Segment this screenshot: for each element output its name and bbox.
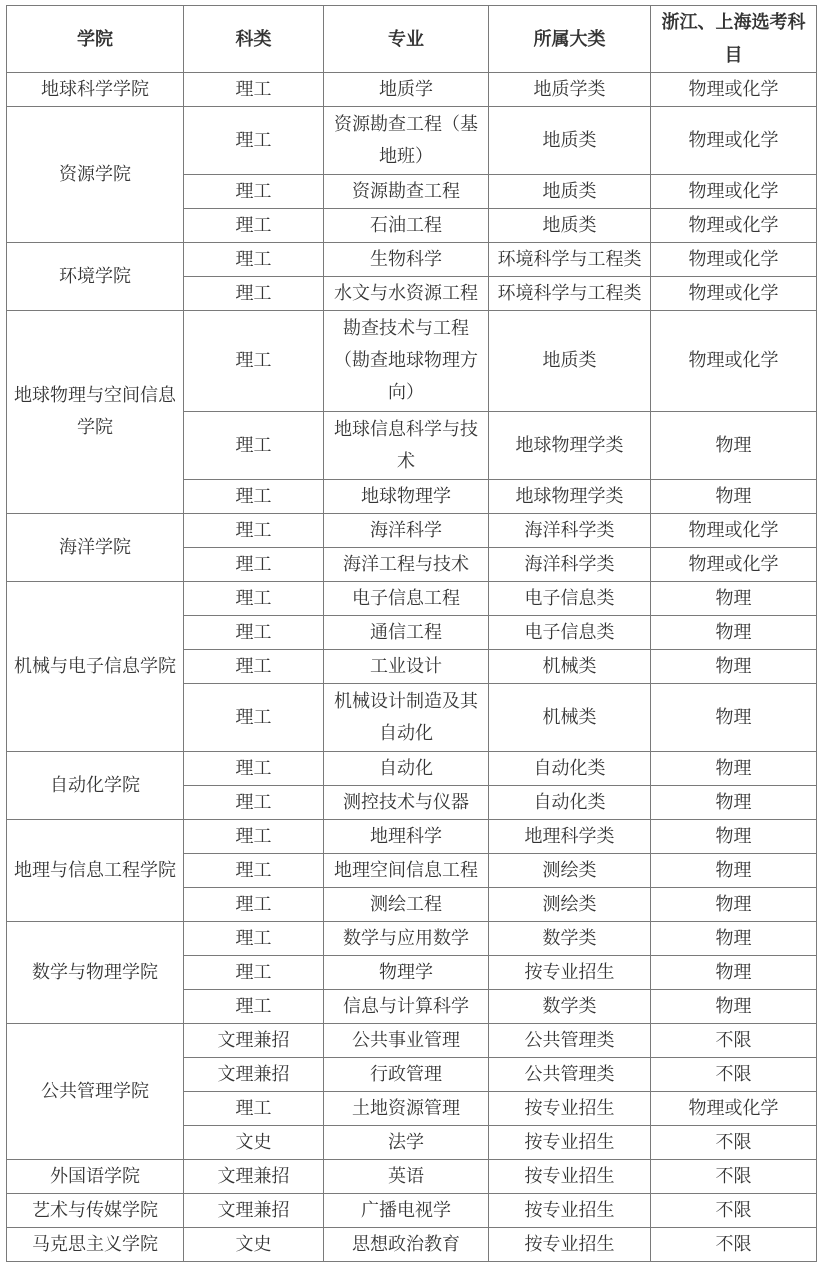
table-row bbox=[7, 1228, 817, 1262]
type-cell: 文理兼招 bbox=[184, 1024, 324, 1058]
type-cell: 文史 bbox=[184, 1228, 324, 1262]
subjects-cell: 物理 bbox=[651, 650, 817, 684]
category-cell: 电子信息类 bbox=[489, 582, 651, 616]
college-cell: 外国语学院 bbox=[7, 1160, 184, 1194]
category-cell: 按专业招生 bbox=[489, 1160, 651, 1194]
type-cell: 理工 bbox=[184, 888, 324, 922]
type-cell: 理工 bbox=[184, 616, 324, 650]
subjects-cell: 不限 bbox=[651, 1194, 817, 1228]
subjects-cell: 物理 bbox=[651, 888, 817, 922]
type-cell: 理工 bbox=[184, 786, 324, 820]
college-cell: 地球科学学院 bbox=[7, 73, 184, 107]
major-cell: 法学 bbox=[324, 1126, 489, 1160]
major-cell: 工业设计 bbox=[324, 650, 489, 684]
table-row bbox=[7, 107, 817, 175]
admissions-table bbox=[6, 5, 817, 1262]
major-cell: 自动化 bbox=[324, 752, 489, 786]
category-cell: 按专业招生 bbox=[489, 1228, 651, 1262]
major-cell: 广播电视学 bbox=[324, 1194, 489, 1228]
subjects-cell: 物理 bbox=[651, 752, 817, 786]
category-cell: 海洋科学类 bbox=[489, 548, 651, 582]
college-cell: 自动化学院 bbox=[7, 752, 184, 820]
subjects-cell: 物理 bbox=[651, 412, 817, 480]
type-cell: 理工 bbox=[184, 277, 324, 311]
category-cell: 测绘类 bbox=[489, 888, 651, 922]
subjects-cell: 物理或化学 bbox=[651, 73, 817, 107]
subjects-cell: 物理或化学 bbox=[651, 209, 817, 243]
major-cell: 地理科学 bbox=[324, 820, 489, 854]
college-cell: 公共管理学院 bbox=[7, 1024, 184, 1160]
type-cell: 理工 bbox=[184, 548, 324, 582]
college-cell: 机械与电子信息学院 bbox=[7, 582, 184, 752]
table-row bbox=[7, 311, 817, 412]
subjects-cell: 物理或化学 bbox=[651, 175, 817, 209]
subjects-cell: 物理或化学 bbox=[651, 107, 817, 175]
category-cell: 地球物理学类 bbox=[489, 412, 651, 480]
subjects-cell: 物理 bbox=[651, 684, 817, 752]
subjects-cell: 不限 bbox=[651, 1160, 817, 1194]
category-cell: 自动化类 bbox=[489, 752, 651, 786]
subjects-cell: 物理 bbox=[651, 480, 817, 514]
subjects-cell: 物理 bbox=[651, 854, 817, 888]
type-cell: 理工 bbox=[184, 854, 324, 888]
table-row bbox=[7, 243, 817, 277]
type-cell: 文史 bbox=[184, 1126, 324, 1160]
category-cell: 按专业招生 bbox=[489, 1194, 651, 1228]
subjects-cell: 物理或化学 bbox=[651, 277, 817, 311]
type-cell: 理工 bbox=[184, 820, 324, 854]
subjects-cell: 物理或化学 bbox=[651, 548, 817, 582]
type-cell: 理工 bbox=[184, 311, 324, 412]
header-category: 所属大类 bbox=[489, 6, 651, 73]
subjects-cell: 物理或化学 bbox=[651, 514, 817, 548]
subjects-cell: 物理或化学 bbox=[651, 243, 817, 277]
major-cell: 信息与计算科学 bbox=[324, 990, 489, 1024]
type-cell: 理工 bbox=[184, 480, 324, 514]
category-cell: 海洋科学类 bbox=[489, 514, 651, 548]
major-cell: 土地资源管理 bbox=[324, 1092, 489, 1126]
type-cell: 理工 bbox=[184, 243, 324, 277]
header-college: 学院 bbox=[7, 6, 184, 73]
category-cell: 按专业招生 bbox=[489, 1126, 651, 1160]
type-cell: 理工 bbox=[184, 582, 324, 616]
major-cell: 海洋科学 bbox=[324, 514, 489, 548]
major-cell: 资源勘查工程 bbox=[324, 175, 489, 209]
major-cell: 勘查技术与工程（勘查地球物理方向） bbox=[324, 311, 489, 412]
college-cell: 数学与物理学院 bbox=[7, 922, 184, 1024]
college-cell: 资源学院 bbox=[7, 107, 184, 243]
subjects-cell: 物理 bbox=[651, 582, 817, 616]
major-cell: 测控技术与仪器 bbox=[324, 786, 489, 820]
type-cell: 理工 bbox=[184, 514, 324, 548]
category-cell: 数学类 bbox=[489, 990, 651, 1024]
major-cell: 资源勘查工程（基地班） bbox=[324, 107, 489, 175]
table-row bbox=[7, 1024, 817, 1058]
type-cell: 理工 bbox=[184, 73, 324, 107]
college-cell: 地球物理与空间信息学院 bbox=[7, 311, 184, 514]
table-row bbox=[7, 1194, 817, 1228]
major-cell: 水文与水资源工程 bbox=[324, 277, 489, 311]
type-cell: 理工 bbox=[184, 990, 324, 1024]
category-cell: 按专业招生 bbox=[489, 1092, 651, 1126]
table-row bbox=[7, 752, 817, 786]
college-cell: 海洋学院 bbox=[7, 514, 184, 582]
major-cell: 数学与应用数学 bbox=[324, 922, 489, 956]
header-type: 科类 bbox=[184, 6, 324, 73]
category-cell: 机械类 bbox=[489, 650, 651, 684]
category-cell: 环境科学与工程类 bbox=[489, 243, 651, 277]
table-header-row bbox=[7, 6, 817, 73]
category-cell: 地质类 bbox=[489, 311, 651, 412]
category-cell: 公共管理类 bbox=[489, 1024, 651, 1058]
type-cell: 理工 bbox=[184, 956, 324, 990]
major-cell: 地质学 bbox=[324, 73, 489, 107]
type-cell: 理工 bbox=[184, 684, 324, 752]
type-cell: 理工 bbox=[184, 752, 324, 786]
type-cell: 理工 bbox=[184, 107, 324, 175]
category-cell: 地质学类 bbox=[489, 73, 651, 107]
category-cell: 环境科学与工程类 bbox=[489, 277, 651, 311]
category-cell: 数学类 bbox=[489, 922, 651, 956]
major-cell: 物理学 bbox=[324, 956, 489, 990]
major-cell: 地理空间信息工程 bbox=[324, 854, 489, 888]
category-cell: 公共管理类 bbox=[489, 1058, 651, 1092]
major-cell: 电子信息工程 bbox=[324, 582, 489, 616]
major-cell: 机械设计制造及其自动化 bbox=[324, 684, 489, 752]
category-cell: 地理科学类 bbox=[489, 820, 651, 854]
category-cell: 自动化类 bbox=[489, 786, 651, 820]
table-row bbox=[7, 1160, 817, 1194]
subjects-cell: 物理 bbox=[651, 956, 817, 990]
major-cell: 测绘工程 bbox=[324, 888, 489, 922]
subjects-cell: 不限 bbox=[651, 1024, 817, 1058]
table-row bbox=[7, 922, 817, 956]
table-row bbox=[7, 514, 817, 548]
major-cell: 地球物理学 bbox=[324, 480, 489, 514]
category-cell: 地质类 bbox=[489, 175, 651, 209]
type-cell: 理工 bbox=[184, 650, 324, 684]
type-cell: 理工 bbox=[184, 1092, 324, 1126]
type-cell: 理工 bbox=[184, 175, 324, 209]
category-cell: 地质类 bbox=[489, 209, 651, 243]
table-row bbox=[7, 73, 817, 107]
type-cell: 文理兼招 bbox=[184, 1194, 324, 1228]
subjects-cell: 物理或化学 bbox=[651, 311, 817, 412]
major-cell: 生物科学 bbox=[324, 243, 489, 277]
subjects-cell: 物理 bbox=[651, 616, 817, 650]
type-cell: 理工 bbox=[184, 209, 324, 243]
table-row bbox=[7, 582, 817, 616]
category-cell: 地球物理学类 bbox=[489, 480, 651, 514]
major-cell: 思想政治教育 bbox=[324, 1228, 489, 1262]
subjects-cell: 不限 bbox=[651, 1228, 817, 1262]
category-cell: 测绘类 bbox=[489, 854, 651, 888]
header-subjects: 浙江、上海选考科目 bbox=[651, 6, 817, 73]
major-cell: 海洋工程与技术 bbox=[324, 548, 489, 582]
category-cell: 电子信息类 bbox=[489, 616, 651, 650]
type-cell: 文理兼招 bbox=[184, 1160, 324, 1194]
type-cell: 理工 bbox=[184, 412, 324, 480]
header-major: 专业 bbox=[324, 6, 489, 73]
table-row bbox=[7, 820, 817, 854]
category-cell: 机械类 bbox=[489, 684, 651, 752]
subjects-cell: 物理 bbox=[651, 786, 817, 820]
subjects-cell: 物理 bbox=[651, 990, 817, 1024]
subjects-cell: 不限 bbox=[651, 1058, 817, 1092]
subjects-cell: 物理 bbox=[651, 922, 817, 956]
college-cell: 艺术与传媒学院 bbox=[7, 1194, 184, 1228]
major-cell: 行政管理 bbox=[324, 1058, 489, 1092]
subjects-cell: 不限 bbox=[651, 1126, 817, 1160]
type-cell: 文理兼招 bbox=[184, 1058, 324, 1092]
category-cell: 按专业招生 bbox=[489, 956, 651, 990]
major-cell: 公共事业管理 bbox=[324, 1024, 489, 1058]
college-cell: 环境学院 bbox=[7, 243, 184, 311]
category-cell: 地质类 bbox=[489, 107, 651, 175]
college-cell: 地理与信息工程学院 bbox=[7, 820, 184, 922]
major-cell: 地球信息科学与技术 bbox=[324, 412, 489, 480]
type-cell: 理工 bbox=[184, 922, 324, 956]
subjects-cell: 物理 bbox=[651, 820, 817, 854]
major-cell: 通信工程 bbox=[324, 616, 489, 650]
subjects-cell: 物理或化学 bbox=[651, 1092, 817, 1126]
college-cell: 马克思主义学院 bbox=[7, 1228, 184, 1262]
major-cell: 石油工程 bbox=[324, 209, 489, 243]
major-cell: 英语 bbox=[324, 1160, 489, 1194]
